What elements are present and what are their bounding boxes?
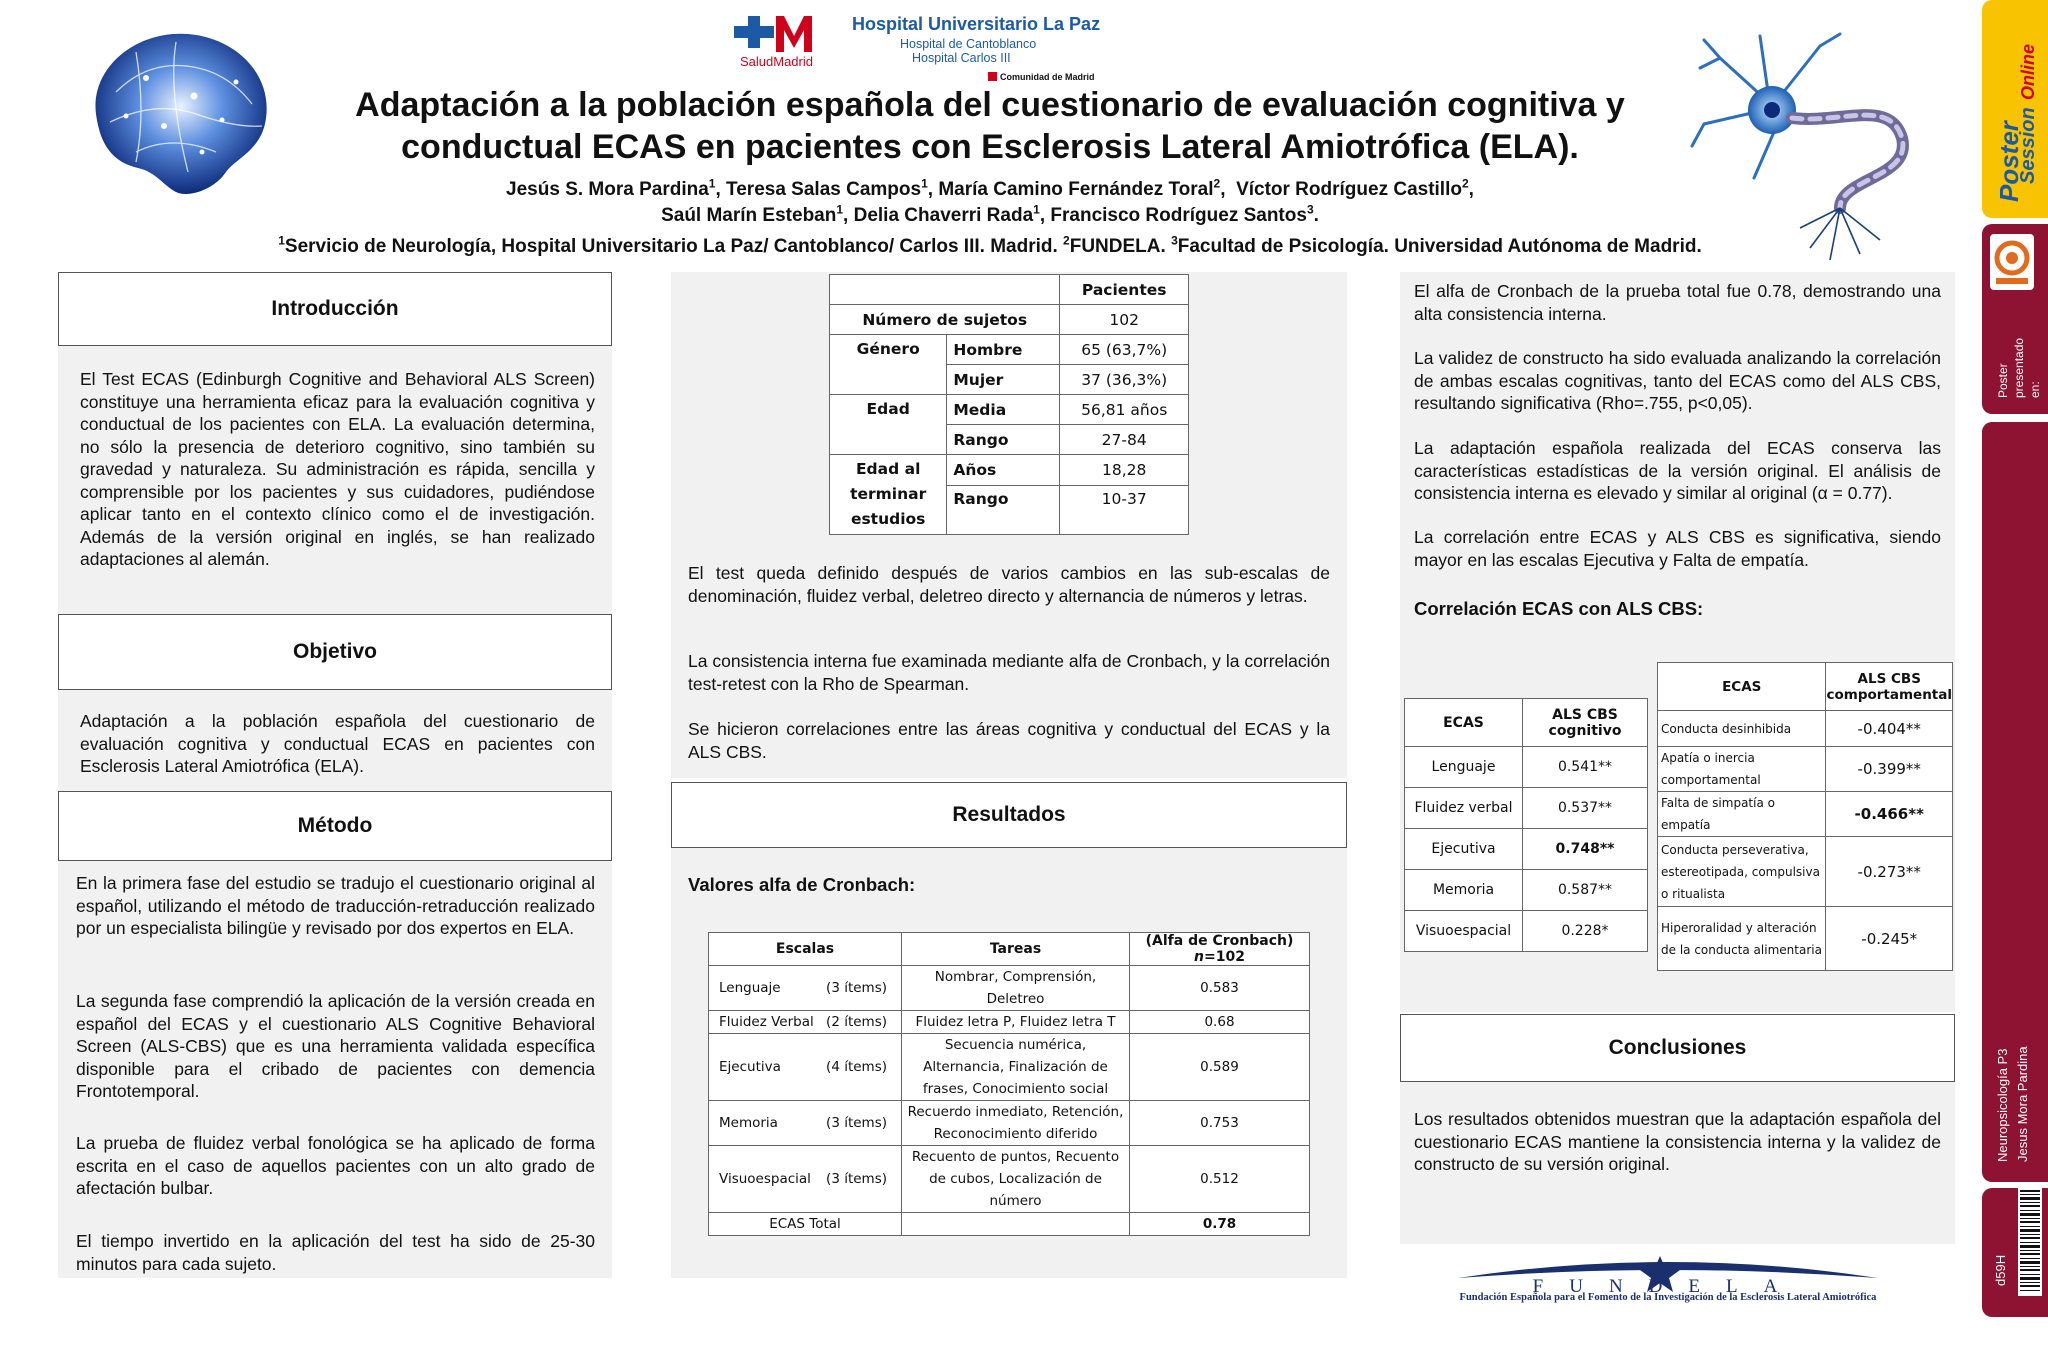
affiliation-number: 3 — [1171, 233, 1178, 248]
scale-name: Visuoespacial — [719, 1171, 811, 1187]
table-row — [709, 1101, 1310, 1146]
author-name: Víctor Rodríguez Castillo — [1236, 179, 1462, 200]
author-affiliation-mark: 2 — [1461, 176, 1469, 191]
table-row — [1658, 711, 1953, 747]
table-cell — [830, 455, 947, 535]
demographics-table — [829, 274, 1189, 535]
hospital-sub-1: Hospital de Cantoblanco — [900, 37, 1037, 51]
table-cell: 37 (36,3%) — [1060, 365, 1189, 395]
table-cell: Número de sujetos — [830, 305, 1060, 335]
alpha-header-text: (Alfa de Cronbach) — [1145, 933, 1294, 949]
table-cell: Ejecutiva — [1405, 829, 1523, 870]
salud-cross-icon — [734, 16, 774, 48]
table-cell: 0.748** — [1523, 829, 1648, 870]
scale-items: (4 ítems) — [826, 1059, 887, 1075]
table-cell — [709, 1146, 902, 1213]
author-name: Saúl Marín Esteban — [661, 205, 837, 226]
correlation-subtitle: Correlación ECAS con ALS CBS: — [1414, 598, 1704, 619]
sidebar-poster-code-mirror: 9Bfasen — [1995, 1317, 2007, 1357]
table-cell: Conducta perseverativa, estereotipada, compulsiva o ritualista — [1658, 837, 1826, 907]
author-name: Jesús S. Mora Pardina — [506, 179, 709, 200]
right-paragraph-3: La adaptación española realizada del ECAS conserva las características estadísticas de la versión original. El análisis de consistencia interna es elevado y similar al original (α = 0.77). — [1414, 438, 1941, 503]
table-row — [1405, 699, 1648, 747]
table-row — [830, 395, 1189, 425]
table-cell — [902, 1213, 1130, 1236]
table-row — [709, 1213, 1310, 1236]
table-cell: Nombrar, Comprensión, Deletreo — [902, 966, 1130, 1011]
scale-items: (3 ítems) — [826, 1115, 887, 1131]
table-row — [830, 275, 1189, 305]
author-line-2: Saúl Marín Esteban$^1$, Delia Chaverri Rada$^1$, Francisco Rodríguez Santos$^3$. — [661, 202, 1319, 226]
table-header-cell: Escalas — [709, 933, 902, 966]
ecas-cognitive-correlation-table — [1404, 698, 1648, 952]
section-objetivo-header: Objetivo — [58, 614, 612, 690]
table-cell: -0.404** — [1826, 711, 1953, 747]
table-cell: Apatía o inercia comportamental — [1658, 747, 1826, 792]
table-cell: 0.753 — [1130, 1101, 1310, 1146]
table-row — [709, 1011, 1310, 1034]
brain-illustration — [76, 22, 278, 208]
objective-text: Adaptación a la población española del cuestionario de evaluación cognitiva y conductual ECAS en pacientes con Esclerosis Lateral Amiotrófica (ELA). — [80, 711, 595, 776]
table-cell: -0.273** — [1826, 837, 1953, 907]
author-list — [300, 177, 1680, 229]
table-cell: Recuerdo inmediato, Retención, Reconocimiento diferido — [902, 1101, 1130, 1146]
scale-name: Fluidez Verbal — [719, 1014, 814, 1030]
sidebar-poster-code: d59H — [1993, 1254, 2008, 1286]
madrid-m-icon — [776, 16, 812, 52]
table-header-cell — [1130, 933, 1310, 966]
table-cell — [709, 966, 902, 1011]
scale-items: (3 ítems) — [826, 980, 887, 996]
table-cell: 0.68 — [1130, 1011, 1310, 1034]
affiliations — [150, 234, 1830, 260]
salud-madrid-label: SaludMadrid — [740, 54, 813, 69]
table-header-cell: ECAS — [1658, 663, 1826, 711]
table-cell: 10-37 — [1060, 485, 1189, 534]
method-paragraph-3: La prueba de fluidez verbal fonológica se ha aplicado de forma escrita en el caso de aquellos pacientes con un alto grado de afectación bulbar. — [76, 1133, 595, 1198]
author-affiliation-mark: 1 — [708, 176, 716, 191]
method-paragraph-2: La segunda fase comprendió la aplicación de la versión creada en español del ECAS y el cuestionario ALS Cognitive Behavioral Screen (ALS-CBS) que es una herramienta validada específica disponible para el cribado de pacientes con demencia Frontotemporal. — [76, 991, 595, 1101]
right-paragraph-1: El alfa de Cronbach de la prueba total fue 0.78, demostrando una alta consistencia interna. — [1414, 281, 1941, 324]
middle-paragraph-2: La consistencia interna fue examinada mediante alfa de Cronbach, y la correlación test-retest con la Rho de Spearman. — [688, 651, 1330, 694]
middle-paragraph-1: El test queda definido después de varios cambios en las sub-escalas de denominación, fluidez verbal, deletreo directo y alternancia de números y letras. — [688, 563, 1330, 606]
alpha-header-n: n — [1194, 949, 1204, 965]
table-cell: Falta de simpatía o empatía — [1658, 792, 1826, 837]
table-row — [709, 966, 1310, 1011]
table-cell: 0.512 — [1130, 1146, 1310, 1213]
fundela-subtitle: Fundación Española para el Fomento de la Investigación de la Esclerosis Lateral Amiotrófica — [1459, 1292, 1877, 1303]
right-paragraph-2: La validez de constructo ha sido evaluada analizando la correlación de ambas escalas cognitivas, tanto del ECAS como del ALS CBS, resultando significativa (Rho=.755, p<0,05). — [1414, 348, 1941, 413]
table-cell: -0.399** — [1826, 747, 1953, 792]
barcode — [2018, 1186, 2042, 1296]
hospital-logo — [712, 4, 1152, 86]
table-cell: Secuencia numérica, Alternancia, Finalización de frases, Conocimiento social — [902, 1034, 1130, 1101]
table-row — [709, 1034, 1310, 1101]
title-line-2: conductual ECAS en pacientes con Esclerosis Lateral Amiotrófica (ELA). — [401, 128, 1579, 166]
table-row — [830, 335, 1189, 365]
ecas-behavioral-correlation-table — [1657, 662, 1953, 971]
table-cell — [709, 1101, 902, 1146]
section-introduccion-header: Introducción — [58, 272, 612, 346]
author-name: Francisco Rodríguez Santos — [1050, 205, 1307, 226]
table-row — [1405, 788, 1648, 829]
table-cell: 0.589 — [1130, 1034, 1310, 1101]
table-cell: Fluidez letra P, Fluidez letra T — [902, 1011, 1130, 1034]
table-cell: -0.245* — [1826, 907, 1953, 971]
table-row — [1658, 792, 1953, 837]
author-affiliation-mark: 3 — [1306, 202, 1314, 217]
sidebar-presented-line-2: presentado — [2012, 337, 2026, 398]
table-row — [1405, 747, 1648, 788]
table-header-cell: Tareas — [902, 933, 1130, 966]
brand-poster-text: Poster — [1994, 121, 2024, 202]
table-header-cell: ECAS — [1405, 699, 1523, 747]
table-cell: Edad — [830, 395, 947, 455]
table-cell: Género — [830, 335, 947, 395]
sidebar-presented-line-1: Poster — [1996, 363, 2010, 398]
table-cell: Mujer — [947, 365, 1060, 395]
table-cell: Rango — [947, 485, 1060, 534]
title-line-1: Adaptación a la población española del cuestionario de evaluación cognitiva y — [355, 86, 1625, 124]
table-row — [1405, 911, 1648, 952]
table-cell: 18,28 — [1060, 455, 1189, 486]
table-cell-line: Edad al — [855, 460, 921, 478]
affiliation-number: 1 — [278, 233, 285, 248]
table-row — [1658, 747, 1953, 792]
author-name: Delia Chaverri Rada — [853, 205, 1034, 226]
table-cell — [709, 1034, 902, 1101]
table-row — [1405, 870, 1648, 911]
table-cell: 0.78 — [1130, 1213, 1310, 1236]
comunidad-label: Comunidad de Madrid — [1000, 72, 1095, 82]
neuron-illustration — [1690, 28, 1920, 268]
table-row — [1658, 663, 1953, 711]
table-cell: 0.583 — [1130, 966, 1310, 1011]
scale-items: (2 ítems) — [826, 1014, 887, 1030]
header-line: comportamental — [1826, 686, 1952, 703]
table-row — [1658, 907, 1953, 971]
table-row — [1405, 829, 1648, 870]
table-cell: Rango — [947, 425, 1060, 455]
table-header-cell — [1523, 699, 1648, 747]
section-resultados-header: Resultados — [671, 782, 1347, 848]
table-cell: Conducta desinhibida — [1658, 711, 1826, 747]
cronbach-table — [708, 932, 1310, 1236]
author-affiliation-mark: 1 — [1033, 202, 1040, 217]
table-row — [830, 305, 1189, 335]
table-cell: Recuento de puntos, Recuento de cubos, Localización de número — [902, 1146, 1130, 1213]
table-row — [1658, 837, 1953, 907]
section-conclusiones-header: Conclusiones — [1400, 1014, 1955, 1082]
table-cell: Memoria — [1405, 870, 1523, 911]
right-paragraph-4: La correlación entre ECAS y ALS CBS es significativa, siendo mayor en las escalas Ejecutiva y Falta de empatía. — [1414, 527, 1941, 570]
hospital-sub-2: Hospital Carlos III — [912, 51, 1011, 65]
fundela-name: FUNDELA — [1532, 1276, 1804, 1297]
scale-name: Memoria — [719, 1115, 778, 1131]
affiliation-text: FUNDELA. — [1069, 236, 1172, 257]
author-affiliation-mark: 2 — [1213, 176, 1221, 191]
scale-items: (3 ítems) — [826, 1171, 887, 1187]
table-cell: 56,81 años — [1060, 395, 1189, 425]
affiliation-text: Servicio de Neurología, Hospital Universitario La Paz/ Cantoblanco/ Carlos III. Madrid. — [284, 236, 1064, 257]
table-cell: Visuoespacial — [1405, 911, 1523, 952]
congress-logo[interactable] — [1990, 234, 2034, 290]
cronbach-subtitle: Valores alfa de Cronbach: — [688, 874, 916, 895]
table-cell: 0.541** — [1523, 747, 1648, 788]
table-header-cell: Pacientes — [1060, 275, 1189, 305]
scale-name: Lenguaje — [719, 980, 781, 996]
header-line: ALS CBS — [1857, 670, 1921, 687]
author-affiliation-mark: 1 — [836, 202, 844, 217]
author-name: Teresa Salas Campos — [726, 179, 922, 200]
header-line: cognitivo — [1548, 722, 1622, 739]
affiliation-text: Facultad de Psicología. Universidad Autónoma de Madrid. — [1177, 236, 1702, 257]
table-cell: -0.466** — [1826, 792, 1953, 837]
table-cell: 27-84 — [1060, 425, 1189, 455]
table-cell: 0.537** — [1523, 788, 1648, 829]
table-cell-line: estudios — [850, 510, 926, 528]
sidebar-presented-line-3: en: — [2028, 381, 2042, 398]
introduction-text: El Test ECAS (Edinburgh Cognitive and Behavioral ALS Screen) constituye una herramienta eficaz para la evaluación cognitiva y conductual de los pacientes con ELA. La evaluación determina, no sólo la presencia de deterioro cognitivo, sino también su gravedad y naturaleza. Su administración es rápida, sencilla y comprensible por los pacientes y sus cuidadores, pudiéndose aplicar tanto en el contexto clínico como el de investigación. Además de la versión original en inglés, se han realizado adaptaciones al alemán. — [80, 369, 595, 569]
table-header-cell — [1826, 663, 1953, 711]
table-cell: Fluidez verbal — [1405, 788, 1523, 829]
table-cell: 102 — [1060, 305, 1189, 335]
author-affiliation-mark: 1 — [921, 176, 928, 191]
table-cell-line: terminar — [850, 485, 927, 503]
poster-title — [300, 84, 1680, 168]
table-cell: Hombre — [947, 335, 1060, 365]
hospital-name: Hospital Universitario La Paz — [852, 14, 1101, 34]
alpha-header-n-value: =102 — [1204, 949, 1245, 965]
table-cell: 65 (63,7%) — [1060, 335, 1189, 365]
table-cell: Media — [947, 395, 1060, 425]
sidebar-session-name: Neuropsicología P3 — [1995, 1048, 2010, 1162]
header-line: ALS CBS — [1552, 706, 1618, 723]
table-cell: 0.228* — [1523, 911, 1648, 952]
table-cell: 0.587** — [1523, 870, 1648, 911]
scale-name: Ejecutiva — [719, 1059, 781, 1075]
table-cell: ECAS Total — [709, 1213, 902, 1236]
table-cell: Años — [947, 455, 1060, 486]
method-paragraph-4: El tiempo invertido en la aplicación del test ha sido de 25-30 minutos para cada sujeto. — [76, 1231, 595, 1274]
sidebar-presenter-name: Jesus Mora Pardina — [2015, 1046, 2030, 1162]
brand-online-text: Online — [2018, 43, 2038, 100]
table-row — [709, 933, 1310, 966]
table-cell: Lenguaje — [1405, 747, 1523, 788]
section-metodo-header: Método — [58, 791, 612, 861]
poster-session-online-logo[interactable] — [1992, 12, 2040, 212]
table-cell: Hiperoralidad y alteración de la conducta alimentaria — [1658, 907, 1826, 971]
table-row — [709, 1146, 1310, 1213]
author-name: María Camino Fernández Toral — [938, 179, 1214, 200]
affiliation-number: 2 — [1063, 233, 1070, 248]
conclusions-text: Los resultados obtenidos muestran que la adaptación española del cuestionario ECAS mantiene la consistencia interna y la validez de constructo de su versión original. — [1414, 1109, 1941, 1174]
method-paragraph-1: En la primera fase del estudio se tradujo el cuestionario original al español, utilizando el método de traducción-retraducción realizado por un especialista bilingüe y revisado por dos expertos en ELA. — [76, 873, 595, 938]
brand-session-text: Session — [2017, 107, 2039, 184]
table-row — [830, 455, 1189, 486]
table-cell — [709, 1011, 902, 1034]
author-line-1: Jesús S. Mora Pardina$^1$, Teresa Salas Campos$^1$, María Camino Fernández Toral$^2$, Víctor Rodríguez Castillo$^2$, — [506, 176, 1474, 200]
middle-paragraph-3: Se hicieron correlaciones entre las áreas cognitiva y conductual del ECAS y la ALS CBS. — [688, 719, 1330, 762]
